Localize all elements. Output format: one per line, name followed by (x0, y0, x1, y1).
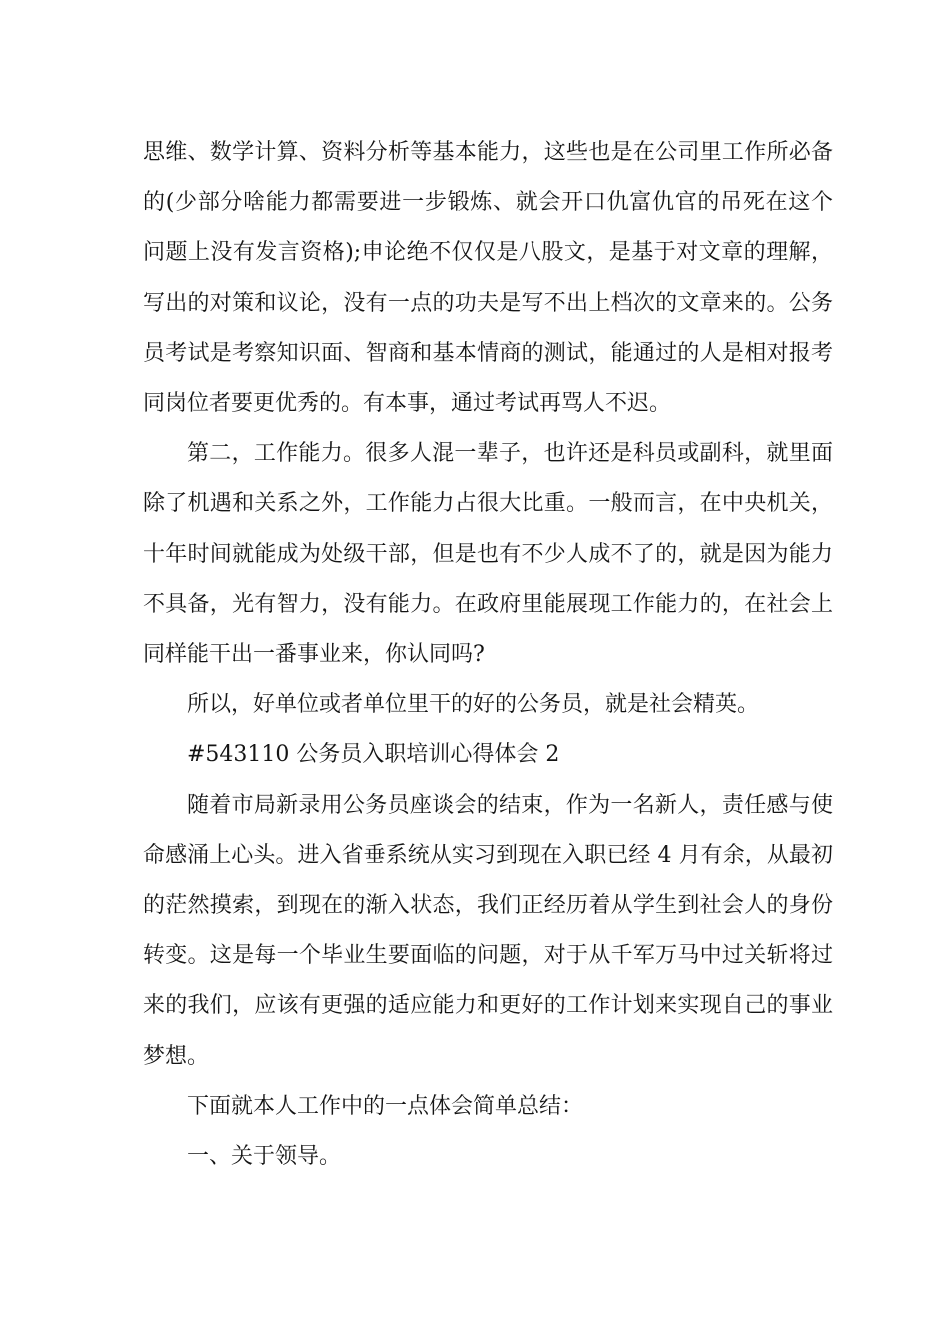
paragraph-2: 第二，工作能力。很多人混一辈子，也许还是科员或副科，就里面除了机遇和关系之外，工作能力占很大比重。一般而言，在中央机关，十年时间就能成为处级干部，但是也有不少人成不了的，就是因为能力不具备，光有智力，没有能力。在政府里能展现工作能力的，在社会上同样能干出一番事业来，你认同吗? (143, 441, 833, 668)
paragraph-5: 下面就本人工作中的一点体会简单总结： (187, 1093, 584, 1119)
paragraph-4: 随着市局新录用公务员座谈会的结束，作为一名新人，责任感与使命感涌上心头。进入省垂系统从实习到现在入职已经 4 月有余，从最初的茫然摸索，到现在的渐入状态，我们正经历着从学生到社会人的身份转变。这是每一个毕业生要面临的问题，对于从千军万马中过关斩将过来的我们，应该有更强的适应能力和更好的工作计划来实现自己的事业梦想。 (143, 792, 833, 1069)
paragraph-3: 所以，好单位或者单位里干的好的公务员，就是社会精英。 (187, 692, 760, 718)
paragraph-1: 思维、数学计算、资料分析等基本能力，这些也是在公司里工作所必备的(少部分啥能力都需要进一步锻炼、就会开口仇富仇官的吊死在这个问题上没有发言资格);申论绝不仅仅是八股文，是基于对文章的理解，写出的对策和议论，没有一点的功夫是写不出上档次的文章来的。公务员考试是考察知识面、智商和基本情商的测试，能通过的人是相对报考同岗位者要更优秀的。有本事，通过考试再骂人不迟。 (143, 140, 833, 417)
document-body (143, 128, 833, 1182)
section-heading: #543110 公务员入职培训心得体会 2 (187, 742, 560, 768)
paragraph-6: 一、关于领导。 (187, 1144, 342, 1170)
